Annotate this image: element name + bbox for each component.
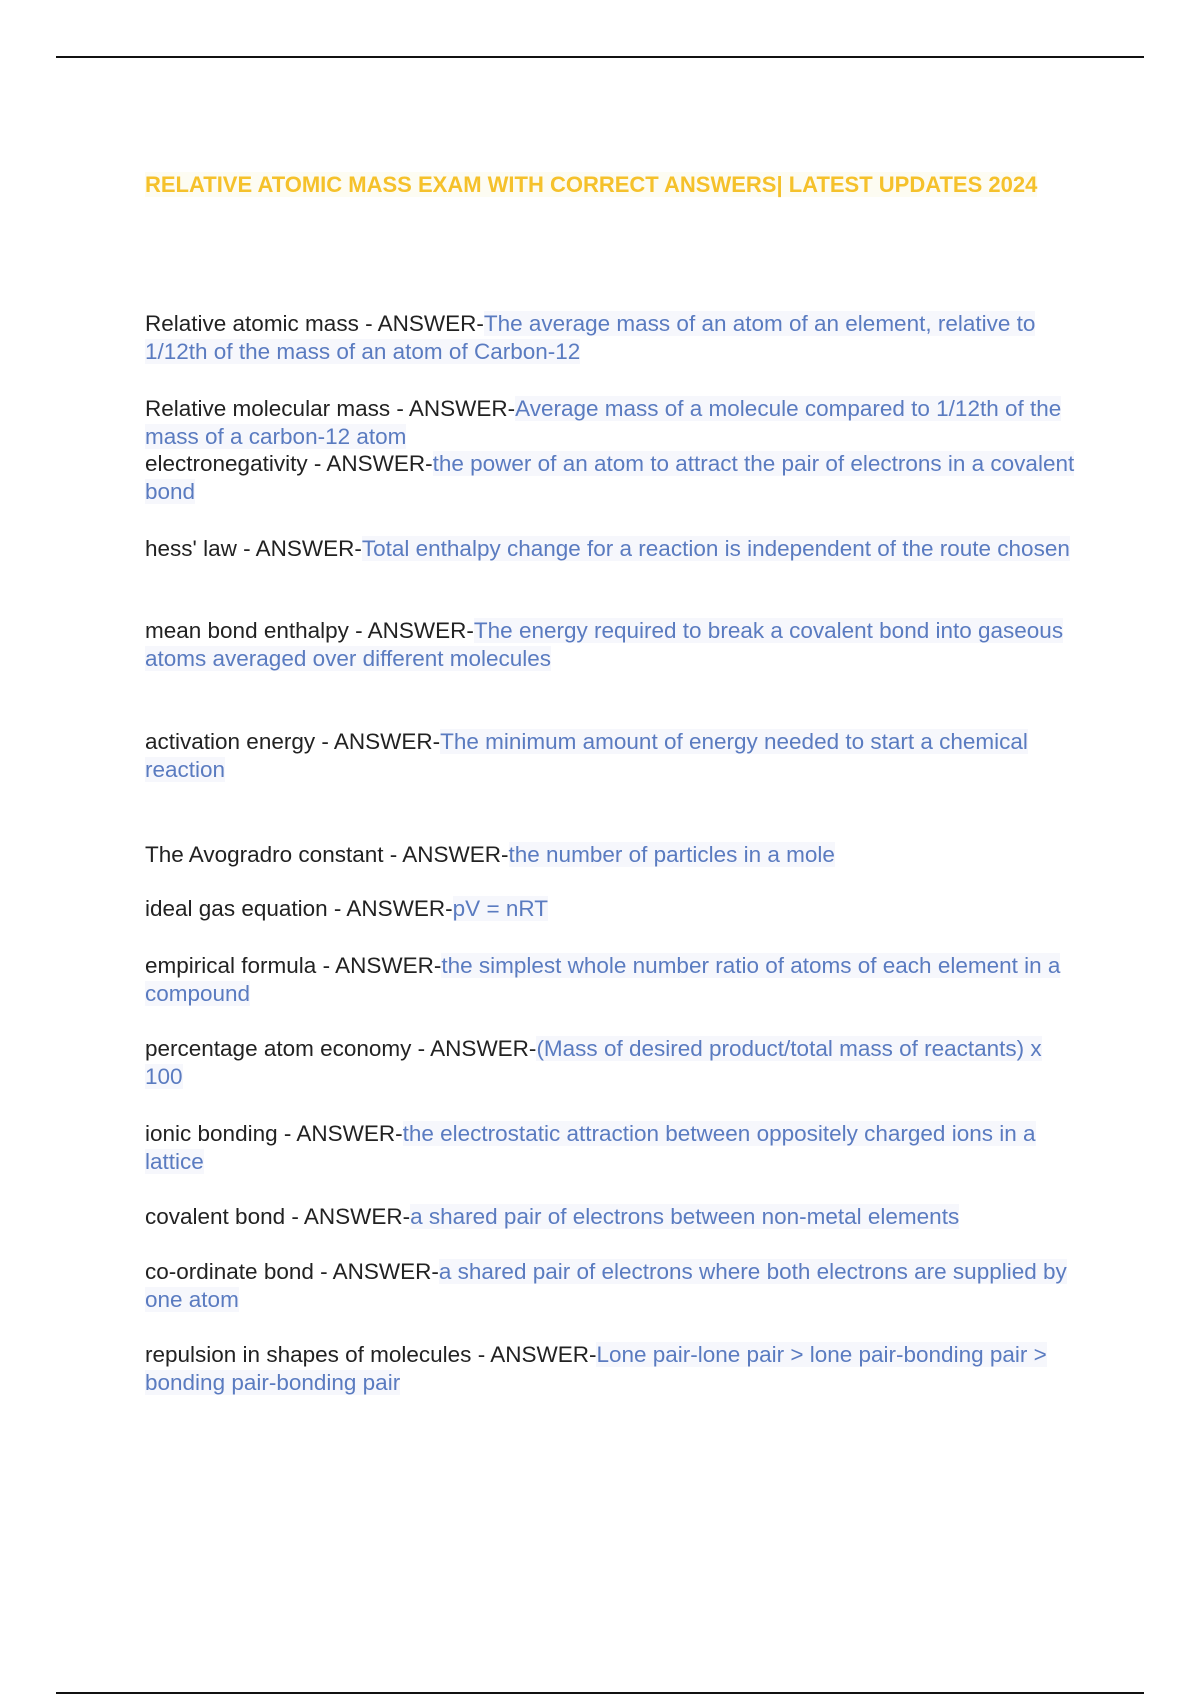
- qa-item-mean-bond-enthalpy: [145, 617, 1085, 673]
- qa-separator: - ANSWER-: [315, 729, 441, 754]
- qa-item-avogadro-constant: [145, 841, 1085, 869]
- qa-separator: - ANSWER-: [316, 953, 442, 978]
- qa-term: mean bond enthalpy: [145, 618, 349, 643]
- qa-item-repulsion-shapes: [145, 1341, 1085, 1397]
- qa-item-relative-molecular-mass: [145, 395, 1085, 451]
- document-title: [145, 170, 1085, 199]
- qa-separator: - ANSWER-: [236, 536, 362, 561]
- qa-answer: the electrostatic attraction between oppositely charged ions in a lattice: [145, 1121, 1036, 1174]
- qa-item-ionic-bonding: [145, 1120, 1085, 1176]
- qa-term: Relative molecular mass: [145, 396, 391, 421]
- qa-answer: the power of an atom to attract the pair of electrons in a covalent bond: [145, 451, 1075, 504]
- qa-item-activation-energy: [145, 728, 1085, 784]
- qa-term: co-ordinate bond: [145, 1259, 314, 1284]
- qa-answer: The minimum amount of energy needed to start a chemical reaction: [145, 729, 1028, 782]
- qa-term: hess' law: [145, 536, 237, 561]
- qa-item-ideal-gas-equation: [145, 895, 1085, 923]
- qa-item-hess-law: [145, 535, 1085, 563]
- qa-item-relative-atomic-mass: [145, 310, 1085, 366]
- qa-term: ionic bonding: [145, 1121, 278, 1146]
- qa-term: repulsion in shapes of molecules: [145, 1342, 472, 1367]
- qa-separator: - ANSWER-: [307, 451, 433, 476]
- qa-separator: - ANSWER-: [285, 1204, 411, 1229]
- qa-term: ideal gas equation: [145, 896, 328, 921]
- top-rule: [56, 56, 1144, 58]
- qa-answer: the number of particles in a mole: [508, 842, 835, 867]
- qa-item-co-ordinate-bond: [145, 1258, 1085, 1314]
- qa-answer: The average mass of an atom of an element, relative to 1/12th of the mass of an atom of Carbon-12: [145, 311, 1036, 364]
- qa-answer: the simplest whole number ratio of atoms of each element in a compound: [145, 953, 1061, 1006]
- qa-separator: - ANSWER-: [411, 1036, 537, 1061]
- qa-term: electronegativity: [145, 451, 308, 476]
- qa-item-percentage-atom-economy: [145, 1035, 1085, 1091]
- qa-item-covalent-bond: [145, 1203, 1085, 1231]
- qa-separator: - ANSWER-: [313, 1259, 439, 1284]
- qa-term: percentage atom economy: [145, 1036, 412, 1061]
- qa-answer: The energy required to break a covalent bond into gaseous atoms averaged over different molecules: [145, 618, 1064, 671]
- qa-answer: Average mass of a molecule compared to 1/12th of the mass of a carbon-12 atom: [145, 396, 1062, 449]
- qa-separator: - ANSWER-: [348, 618, 474, 643]
- qa-term: covalent bond: [145, 1204, 286, 1229]
- qa-item-empirical-formula: [145, 952, 1085, 1008]
- qa-answer: Lone pair-lone pair > lone pair-bonding pair > bonding pair-bonding pair: [145, 1342, 1047, 1395]
- qa-answer: (Mass of desired product/total mass of reactants) x 100: [145, 1036, 1042, 1089]
- qa-answer: pV = nRT: [452, 896, 548, 921]
- qa-separator: - ANSWER-: [471, 1342, 597, 1367]
- qa-separator: - ANSWER-: [390, 396, 516, 421]
- qa-term: Relative atomic mass: [145, 311, 359, 336]
- qa-item-electronegativity: [145, 450, 1085, 506]
- qa-answer: a shared pair of electrons between non-metal elements: [410, 1204, 960, 1229]
- qa-separator: - ANSWER-: [327, 896, 453, 921]
- qa-term: The Avogradro constant: [145, 842, 384, 867]
- qa-separator: - ANSWER-: [383, 842, 509, 867]
- bottom-rule: [56, 1692, 1144, 1694]
- qa-separator: - ANSWER-: [277, 1121, 403, 1146]
- qa-separator: - ANSWER-: [358, 311, 484, 336]
- qa-term: empirical formula: [145, 953, 317, 978]
- document-title-text: RELATIVE ATOMIC MASS EXAM WITH CORRECT ANSWERS| LATEST UPDATES 2024: [145, 172, 1038, 197]
- qa-term: activation energy: [145, 729, 316, 754]
- qa-answer: Total enthalpy change for a reaction is independent of the route chosen: [361, 536, 1070, 561]
- qa-answer: a shared pair of electrons where both electrons are supplied by one atom: [145, 1259, 1067, 1312]
